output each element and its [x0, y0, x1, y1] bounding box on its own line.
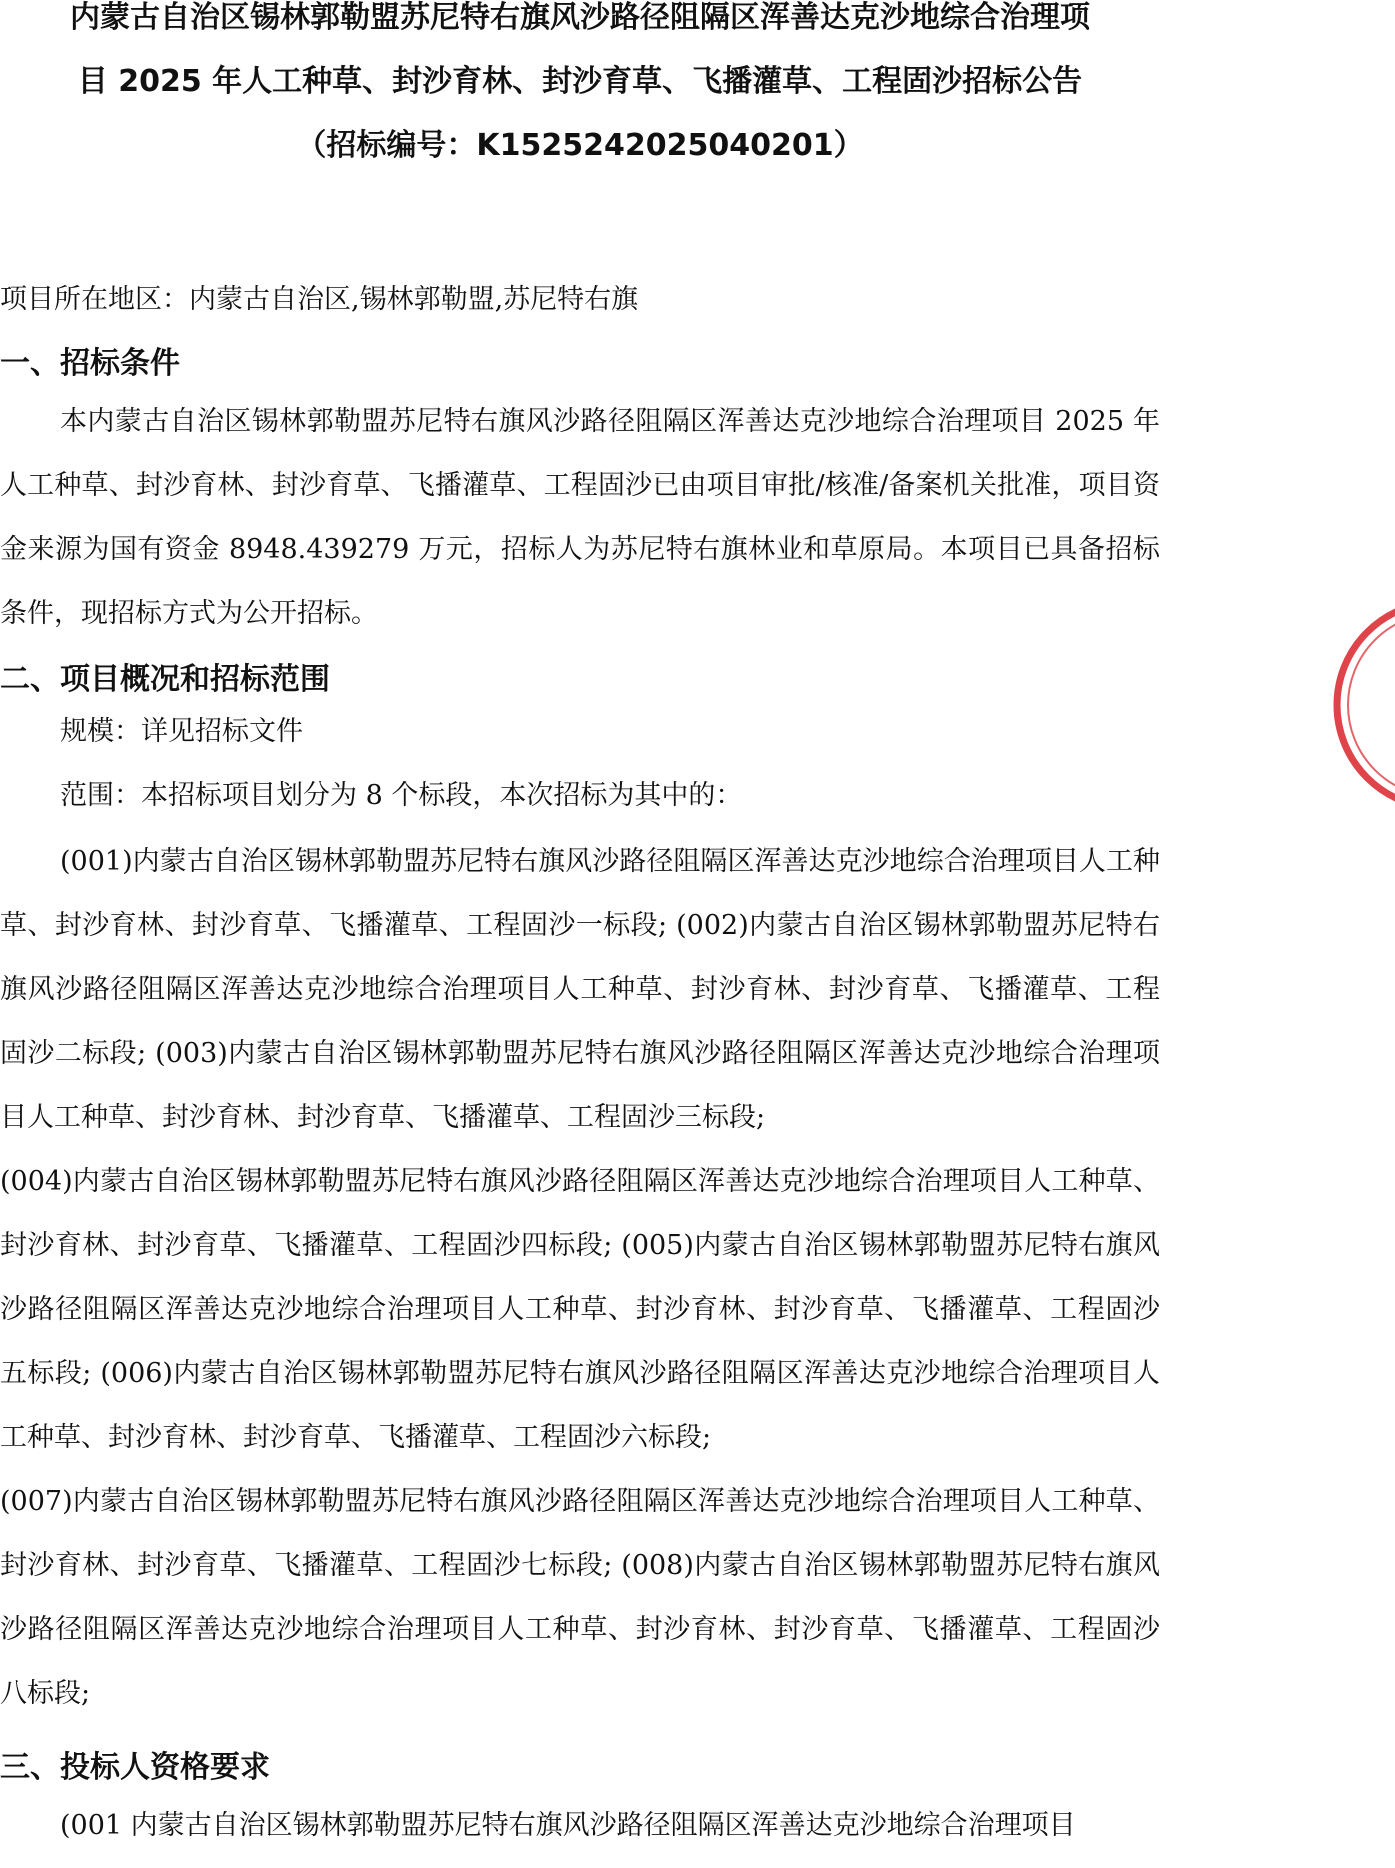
seal-inner-ring: [1348, 613, 1395, 797]
section-heading-tender-conditions: 一、招标条件: [0, 346, 180, 381]
document-title: [0, 0, 1160, 178]
section-heading-bidder-qualifications: 三、投标人资格要求: [0, 1750, 270, 1785]
section-heading-project-overview: 二、项目概况和招标范围: [0, 662, 330, 697]
official-seal-stamp: [1330, 580, 1395, 830]
title-line-1: 内蒙古自治区锡林郭勒盟苏尼特右旗风沙路径阻隔区浑善达克沙地综合治理项: [70, 0, 1090, 35]
title-line-2: 目 2025 年人工种草、封沙育林、封沙育草、飞播灌草、工程固沙招标公告: [77, 64, 1083, 99]
project-location: 项目所在地区：内蒙古自治区,锡林郭勒盟,苏尼特右旗: [0, 284, 639, 315]
seal-outer-ring: [1337, 602, 1395, 808]
lot-paragraph-2: (004)内蒙古自治区锡林郭勒盟苏尼特右旗风沙路径阻隔区浑善达克沙地综合治理项目人工种草、封沙育林、封沙育草、飞播灌草、工程固沙四标段; (005)内蒙古自治区锡林郭勒盟苏尼特右旗风沙路径阻隔区浑善达克沙地综合治理项目人工种草、封沙育林、封沙育草、飞播灌草、工程固沙五标段; (006)内蒙古自治区锡林郭勒盟苏尼特右旗风沙路径阻隔区浑善达克沙地综合治理项目人工种草、封沙育林、封沙育草、飞播灌草、工程固沙六标段;: [0, 1166, 1160, 1453]
lot-paragraph-1: (001)内蒙古自治区锡林郭勒盟苏尼特右旗风沙路径阻隔区浑善达克沙地综合治理项目人工种草、封沙育林、封沙育草、飞播灌草、工程固沙一标段; (002)内蒙古自治区锡林郭勒盟苏尼特右旗风沙路径阻隔区浑善达克沙地综合治理项目人工种草、封沙育林、封沙育草、飞播灌草、工程固沙二标段; (003)内蒙古自治区锡林郭勒盟苏尼特右旗风沙路径阻隔区浑善达克沙地综合治理项目人工种草、封沙育林、封沙育草、飞播灌草、工程固沙三标段;: [0, 846, 1160, 1133]
lot-paragraph-3: (007)内蒙古自治区锡林郭勒盟苏尼特右旗风沙路径阻隔区浑善达克沙地综合治理项目人工种草、封沙育林、封沙育草、飞播灌草、工程固沙七标段; (008)内蒙古自治区锡林郭勒盟苏尼特右旗风沙路径阻隔区浑善达克沙地综合治理项目人工种草、封沙育林、封沙育草、飞播灌草、工程固沙八标段;: [0, 1486, 1160, 1709]
project-scale: 规模：详见招标文件: [60, 716, 303, 747]
bidder-qualifications-first-line: (001 内蒙古自治区锡林郭勒盟苏尼特右旗风沙路径阻隔区浑善达克沙地综合治理项目: [60, 1810, 1076, 1841]
tender-conditions-paragraph: 本内蒙古自治区锡林郭勒盟苏尼特右旗风沙路径阻隔区浑善达克沙地综合治理项目 2025 年人工种草、封沙育林、封沙育草、飞播灌草、工程固沙已由项目审批/核准/备案机关批准，项目资金来源为国有资金 8948.439279 万元，招标人为苏尼特右旗林业和草原局。本项目已具备招标条件，现招标方式为公开招标。: [0, 406, 1160, 629]
title-line-3-tender-number: （招标编号：K1525242025040201）: [296, 128, 864, 163]
lot-list: [0, 830, 1160, 1726]
project-scope: 范围：本招标项目划分为 8 个标段，本次招标为其中的：: [60, 780, 743, 811]
